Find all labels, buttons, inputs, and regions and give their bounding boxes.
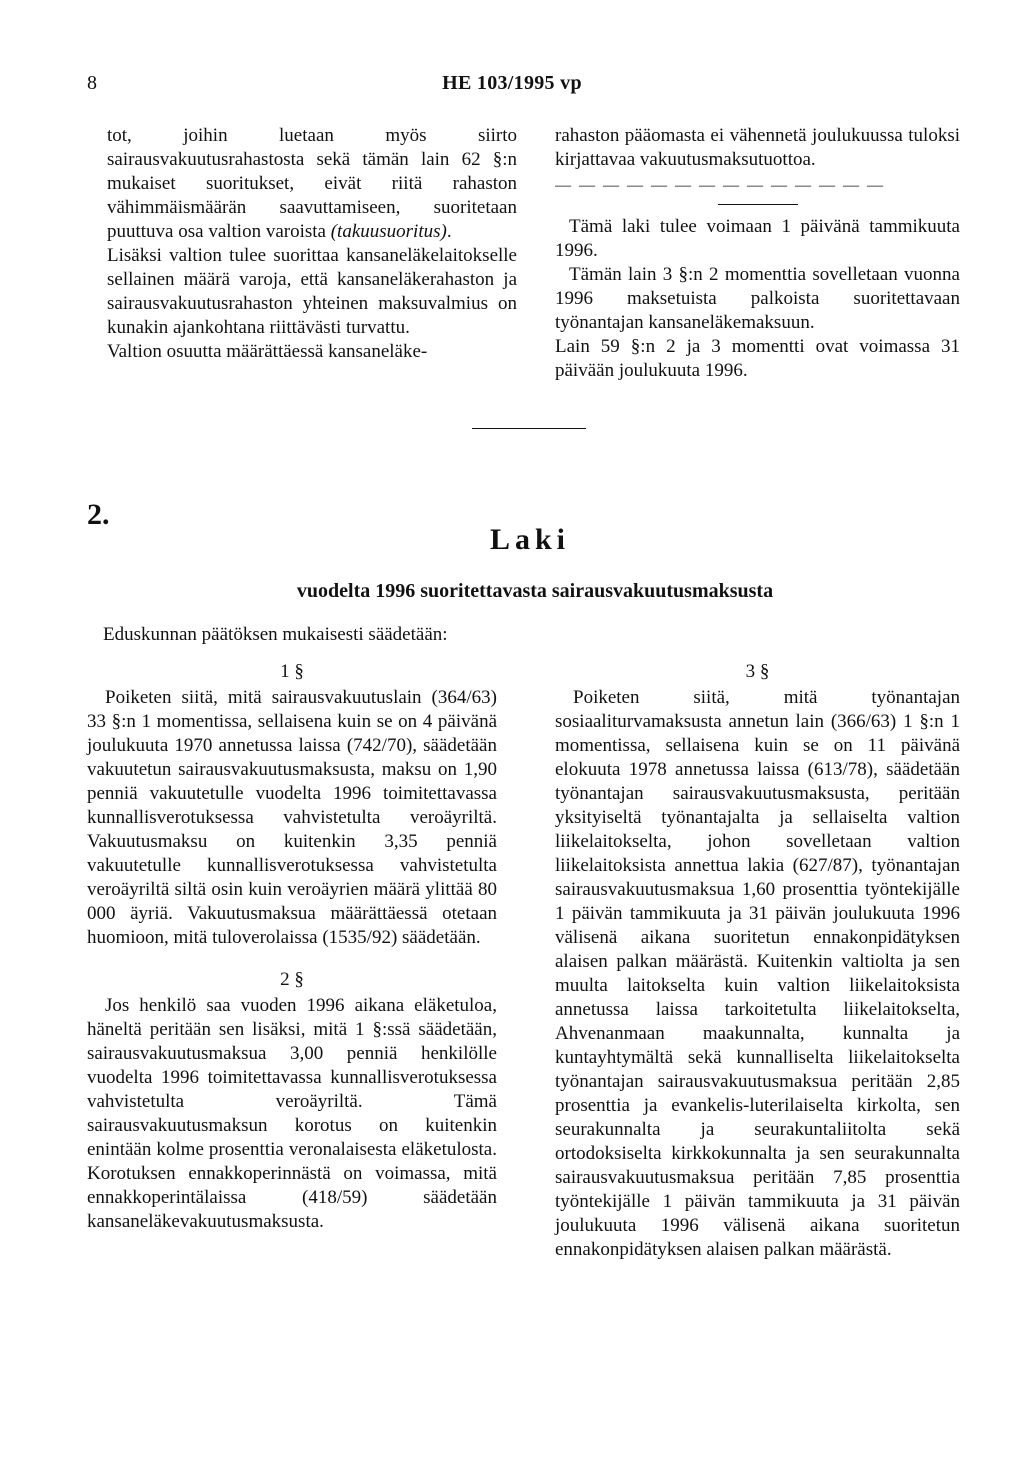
omission-dashes: — — — — — — — — — — — — — — [555,177,885,194]
italic-term: (takuusuoritus) [330,221,447,242]
short-rule [718,204,798,205]
section-2-heading: 2 § [280,969,304,990]
paragraph-top-left-2: Lisäksi valtion tulee suorittaa kansaneläkelaitokselle sellainen määrä varoja, että kansaneläkerahaston ja sairausvakuutusrahaston yhteinen maksuvalmius on kunakin ajankohtana riittävästi turvattu. [107,245,517,338]
top-left-column [107,124,517,364]
paragraph-top-left-1: tot, joihin luetaan myös siirto sairausvakuutusrahastosta sekä tämän lain 62 §:n mukaiset suoritukset, eivät riitä rahaston vähimmäismäärän saavuttamiseen, suoritetaan puuttuva osa valtion varoista (takuusuoritus). [107,125,517,242]
section-1-text: Poiketen siitä, mitä sairausvakuutuslain (364/63) 33 §:n 1 momentissa, sellaisena kuin se on 4 päivänä joulukuuta 1970 annetussa laissa (742/70), säädetään vakuutetun sairausvakuutusmaksusta, maksu on 1,90 penniä vakuutetulle vuodelta 1996 toimitettavassa kunnallisverotuksessa vahvistetulta veroäyriltä. Vakuutusmaksu on kuitenkin 3,35 penniä vakuutetulle kunnallisverotuksessa vahvistetulta veroäyriltä siltä osin kuin veroäyrien määrä ylittää 80 000 äyriä. Vakuutusmaksua määrättäessä otetaan huomioon, mitä tuloverolaissa (1535/92) säädetään. [87,687,497,948]
bottom-right-column [555,660,960,1262]
entry-into-force-3: Lain 59 §:n 2 ja 3 momentti ovat voimassa 31 päivään joulukuuta 1996. [555,336,960,381]
entry-into-force-1: Tämä laki tulee voimaan 1 päivänä tammikuuta 1996. [555,216,960,261]
page-header: HE 103/1995 vp [442,72,582,94]
section-2-text: Jos henkilö saa vuoden 1996 aikana eläketuloa, häneltä peritään sen lisäksi, mitä 1 §:ssä säädetään, sairausvakuutusmaksua 3,00 penniä henkilölle vuodelta 1996 toimitettavassa kunnallisverotuksessa vahvistetulta veroäyriltä. Tämä sairausvakuutusmaksun korotus on kuitenkin enintään kolme prosenttia veronalaisesta eläketulosta. Korotuksen ennakkoperinnästä on voimassa, mitä ennakkoperintälaissa (418/59) säädetään kansaneläkevakuutusmaksusta. [87,995,497,1232]
bottom-left-column [87,660,497,1234]
paragraph-top-left-3: Valtion osuutta määrättäessä kansaneläke- [107,341,428,362]
top-right-column [555,124,960,383]
law-title: Laki [489,523,571,556]
page-number: 8 [87,72,97,94]
law-subtitle: vuodelta 1996 suoritettavasta sairausvakuutusmaksusta [296,580,774,602]
section-1-heading: 1 § [280,661,304,682]
separator-rule [472,428,586,429]
paragraph-top-right-continuation: rahaston pääomasta ei vähennetä joulukuussa tuloksi kirjattavaa vakuutusmaksutuottoa. [555,125,960,170]
entry-into-force-2: Tämän lain 3 §:n 2 momenttia sovelletaan vuonna 1996 maksetuista palkoista suoritettavaan työnantajan kansaneläkemaksuun. [555,264,960,333]
section-3-text: Poiketen siitä, mitä työnantajan sosiaaliturvamaksusta annetun lain (366/63) 1 §:n 1 momentissa, sellaisena kuin se on 11 päivänä elokuuta 1978 annetussa laissa (613/78), säädetään työnantajan sairausvakuutusmaksusta, peritään yksityiseltä työnantajalta ja sellaiselta valtion liikelaitokselta, johon sovelletaan valtion liikelaitoksista annettua lakia (627/87), työnantajan sairausvakuutusmaksua 1,60 prosenttia työntekijälle 1 päivän tammikuuta ja 31 päivän joulukuuta 1996 välisenä aikana suoritetun ennakonpidätyksen alaisen palkan määrästä. Kuitenkin valtiolta ja sen muulta laitokselta kuin valtion liikelaitoksista annetussa laissa tarkoitetulta liikelaitokselta, Ahvenanmaan maakunnalta, kunnalta ja kuntayhtymältä sekä kunnalliselta liikelaitokselta työnantajan sairausvakuutusmaksua peritään 2,85 prosenttia ja evankelis-luterilaiselta kirkolta, sen seurakunnalta ja seurakuntaliitolta sekä ortodoksiselta kirkkokunnalta ja sen seurakunnalta sairausvakuutusmaksua peritään 7,85 prosenttia työntekijälle 1 päivän tammikuuta ja 31 päivän joulukuuta 1996 välisenä aikana suoritetun ennakonpidätyksen alaisen palkan määrästä. [555,687,960,1260]
section-3-heading: 3 § [745,661,770,682]
enactment-clause: Eduskunnan päätöksen mukaisesti säädetään: [103,624,448,645]
law-number: 2. [87,498,110,531]
